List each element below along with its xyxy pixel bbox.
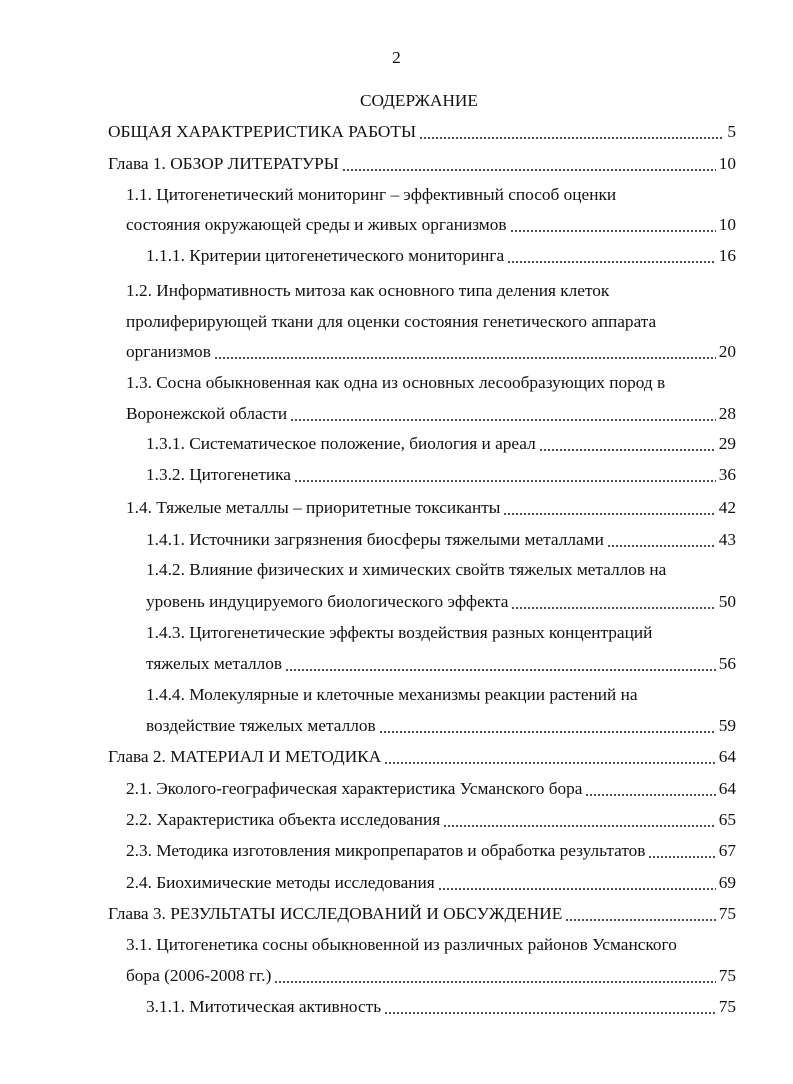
toc-entry-page: 64 [718, 747, 736, 766]
toc-entry [126, 403, 736, 425]
toc-entry-text: 3.1. Цитогенетика сосны обыкновенной из различных районов Усманского [126, 935, 677, 954]
dot-leader [294, 480, 716, 482]
toc-entry-page: 67 [718, 841, 736, 860]
toc-entry [146, 464, 736, 486]
dot-leader [379, 731, 716, 733]
dot-leader [607, 545, 716, 547]
dot-leader [511, 607, 715, 609]
toc-entry-page: 10 [718, 215, 736, 234]
toc-entry [146, 684, 638, 706]
toc-entry-text: 2.1. Эколого-географическая характеристика Усманского бора [126, 779, 583, 798]
toc-entry-text: 2.3. Методика изготовления микропрепаратов и обработка результатов [126, 841, 646, 860]
toc-entry [126, 372, 665, 394]
dot-leader [503, 513, 715, 515]
toc-entry-page: 28 [718, 404, 736, 423]
toc-entry-text: организмов [126, 342, 211, 361]
dot-leader [384, 1012, 716, 1014]
dot-leader [342, 169, 716, 171]
toc-entry-text: Глава 1. ОБЗОР ЛИТЕРАТУРЫ [108, 154, 339, 173]
toc-entry-page: 75 [718, 904, 736, 923]
dot-leader [285, 669, 716, 671]
toc-title: СОДЕРЖАНИЕ [360, 91, 478, 110]
toc-entry-text: 1.4.2. Влияние физических и химических свойтв тяжелых металлов на [146, 560, 667, 579]
toc-entry-text: 1.2. Информативность митоза как основного типа деления клеток [126, 281, 610, 300]
toc-entry-text: Глава 3. РЕЗУЛЬТАТЫ ИССЛЕДОВАНИЙ И ОБСУЖДЕНИЕ [108, 904, 563, 923]
toc-entry-page: 16 [718, 246, 736, 265]
toc-entry-page: 56 [718, 654, 736, 673]
dot-leader [419, 137, 724, 139]
toc-entry-text: 1.1. Цитогенетический мониторинг – эффективный способ оценки [126, 185, 617, 204]
toc-entry [146, 529, 736, 551]
toc-entry [126, 497, 736, 519]
dot-leader [274, 981, 715, 983]
toc-entry-text: 1.4.1. Источники загрязнения биосферы тяжелыми металлами [146, 530, 604, 549]
toc-entry [146, 715, 736, 737]
toc-entry-page: 29 [718, 434, 736, 453]
toc-entry [146, 433, 736, 455]
toc-entry-text: уровень индуцируемого биологического эффекта [146, 592, 509, 611]
dot-leader [539, 449, 716, 451]
dot-leader [648, 856, 715, 858]
toc-entry-text: бора (2006-2008 гг.) [126, 966, 272, 985]
toc-entry-text: 3.1.1. Митотическая активность [146, 997, 382, 1016]
toc-entry-page: 65 [718, 810, 736, 829]
toc-entry-page: 64 [718, 779, 736, 798]
toc-entry-page: 75 [718, 997, 736, 1016]
dot-leader [585, 794, 715, 796]
toc-entry [126, 809, 736, 831]
toc-entry-text: 2.4. Биохимические методы исследования [126, 873, 435, 892]
toc-entry-text: 1.4. Тяжелые металлы – приоритетные токсиканты [126, 498, 501, 517]
toc-entry [126, 965, 736, 987]
toc-entry [126, 934, 677, 956]
toc-entry [146, 559, 666, 581]
toc-entry-text: 1.3. Сосна обыкновенная как одна из основных лесообразующих пород в [126, 373, 666, 392]
toc-entry-page: 42 [718, 498, 736, 517]
toc-entry [146, 622, 652, 644]
toc-entry-text: 1.4.4. Молекулярные и клеточные механизмы реакции растений на [146, 685, 638, 704]
toc-entry-text: 1.4.3. Цитогенетические эффекты воздействия разных концентраций [146, 623, 653, 642]
toc-entry-page: 50 [718, 592, 736, 611]
toc-entry [146, 996, 736, 1018]
toc-entry [126, 280, 609, 302]
dot-leader [507, 261, 716, 263]
dot-leader [214, 357, 716, 359]
toc-entry-text: 2.2. Характеристика объекта исследования [126, 810, 441, 829]
toc-entry-text: 1.3.2. Цитогенетика [146, 465, 291, 484]
dot-leader [290, 419, 716, 421]
toc-entry [108, 121, 736, 143]
dot-leader [438, 888, 716, 890]
toc-entry [126, 184, 616, 206]
dot-leader [384, 762, 716, 764]
page-number: 2 [392, 48, 401, 67]
dot-leader [443, 825, 715, 827]
toc-entry-text: 1.3.1. Систематическое положение, биология и ареал [146, 434, 536, 453]
toc-entry [108, 153, 736, 175]
toc-entry [126, 311, 656, 333]
toc-entry-text: Воронежской области [126, 404, 288, 423]
toc-entry-text: тяжелых металлов [146, 654, 283, 673]
toc-entry-page: 36 [718, 465, 736, 484]
toc-entry [126, 840, 736, 862]
toc-entry [146, 653, 736, 675]
toc-entry-text: 1.1.1. Критерии цитогенетического мониторинга [146, 246, 505, 265]
toc-entry-text: ОБЩАЯ ХАРАКТРЕРИСТИКА РАБОТЫ [108, 122, 417, 141]
toc-entry-page: 5 [727, 122, 736, 141]
toc-entry [126, 214, 736, 236]
toc-entry-page: 43 [718, 530, 736, 549]
toc-entry [146, 245, 736, 267]
toc-entry [108, 746, 736, 768]
toc-entry [126, 341, 736, 363]
toc-entry [108, 903, 736, 925]
toc-entry [126, 778, 736, 800]
toc-entry-text: пролиферирующей ткани для оценки состояния генетического аппарата [126, 312, 657, 331]
toc-entry [126, 872, 736, 894]
toc-entry-page: 75 [718, 966, 736, 985]
dot-leader [565, 919, 715, 921]
toc-entry-page: 10 [718, 154, 736, 173]
toc-entry-page: 20 [718, 342, 736, 361]
toc-entry [146, 591, 736, 613]
toc-entry-text: Глава 2. МАТЕРИАЛ И МЕТОДИКА [108, 747, 382, 766]
toc-entry-text: состояния окружающей среды и живых организмов [126, 215, 507, 234]
toc-entry-page: 69 [718, 873, 736, 892]
toc-entry-page: 59 [718, 716, 736, 735]
toc-entry-text: воздействие тяжелых металлов [146, 716, 376, 735]
dot-leader [510, 230, 716, 232]
